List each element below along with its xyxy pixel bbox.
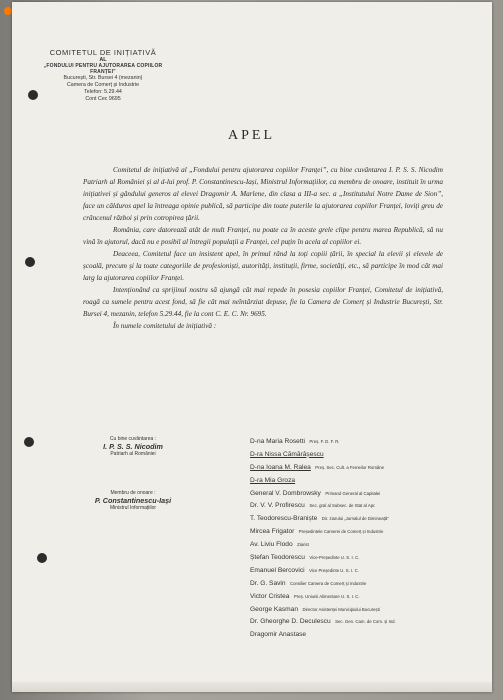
member-title: Sec. Gen. Cam. de Com. și Ind. [335,619,396,625]
member-name: D-na Ioana M. Ralea [250,463,311,471]
member-title: Președintele Camerei de Comerț și Industrie [298,529,384,535]
member-row [250,433,480,446]
member-name: Emanuel Bercovici [250,566,305,574]
signatory-patriarch: Cu bine cuvântarea : I. P. S. S. Nicodim Patriarh al României [103,436,163,457]
paragraph: Deaceea, Comitetul face un insistent apel, în primul rând la toți copiii țării, în special la elevii și elevele de școală, precum și la toate categoriile de profesioniști, autorități, instituții, firme, societăți, etc., să participe în mod cât mai larg la ajutorarea copiilor Franței. [83,250,443,282]
paragraph: Intenționând ca sprijinul nostru să ajungă cât mai repede în posesia copiilor Franței, Comitetul de inițiativă, roagă ca sumele pentru acest fond, să fie cât mai neîntârziat depuse, fie la Camera de Comerț și Industrie București, Str. Bursei 4, mezanin, telefon 5.29.44, fie la cont C. E. C. Nr. 9695. [83,286,443,318]
punch-hole [37,553,47,563]
letterhead-fund: „FONDULUI PENTRU AJUTORAREA COPIILOR FRANȚEI” [43,63,163,75]
member-name: Ștefan Teodorescu [250,554,305,562]
member-row [250,626,480,639]
committee-members [250,433,480,639]
member-name: T. Teodorescu-Braniște [250,515,318,523]
member-row [250,536,480,549]
appeal-body [83,164,443,332]
member-name: Dr. Gheorghe D. Deculescu [250,618,331,626]
member-name: Victor Cristea [250,592,290,600]
member-row [250,523,480,536]
punch-hole [25,257,35,267]
letterhead-camera: Camera de Comerț și Industrie [66,82,140,88]
member-title: Ziarist [297,542,309,548]
member-name: D-ra Nissa Cămărășescu [250,450,324,458]
member-row [250,613,480,626]
member-row [250,497,480,510]
member-name: Av. Liviu Flodo [250,541,293,549]
member-row [250,549,480,562]
member-name: D-na Maria Rosetti [250,438,305,445]
member-name: Dr. V. V. Profirescu [250,502,305,510]
member-title: Sec. gral al Subsec. de Stat al Apr. [309,503,376,509]
member-title: Primarul General al Capitalei [325,490,381,496]
member-name: George Kasman [250,605,299,613]
letterhead-al: AL [99,57,107,63]
member-title: Vice Președinte U. S. I. C. [309,567,359,573]
member-row [250,601,480,614]
member-title: Director Asistenței Municipiului București [302,606,380,612]
member-title: Vice-Președinte U. S. I. C. [309,555,360,561]
member-title: Preș. F. D. F. R. [309,439,340,444]
letterhead-org: COMITETUL DE INIȚIATIVĂ [49,48,157,57]
signatory-minister: Membru de onoare : P. Constantinescu-Iași Ministrul Informațiilor [94,490,172,511]
punch-hole [24,437,34,447]
letterhead-phone: Telefon: 5.29.44 [84,89,122,95]
member-row [250,472,480,485]
paragraph: Comitetul de inițiativă al „Fondului pentru ajutorarea copiilor Franței”, cu bine cuvântarea I. P. S. S. Nicodim Patriarh al României și al d-lui prof. P. Constantinescu-Iași, Ministrul Informațiilor, ca membru de onoare, instituit în urma inițiativei și gândului generos al elevei Dragomir A. Marlene, din clasa a III-a sec. a „Institutului Notre Dame de Sion”, face un călduros apel la întreaga opinie publică, să participe din toate puterile la ajutorarea copiilor Franței, loviți greu de crâncenul război și prin cotropirea țării. [83,166,443,222]
member-title: Preș. Sec. Cult. a Femeilor Române [315,464,385,470]
paragraph: România, care datorează atât de mult Franței, nu poate ca în aceste grele clipe pentru marea Republică, să nu vină în ajutorul, dacă nu e posibil al întregii populații a Franței, cel puțin în acela al copiilor ei. [83,226,443,246]
member-title: Preș. Uniunii Alimentare U. S. I. C. [293,593,360,599]
letterhead-address: București, Str. Bursei 4 (mezanin) [63,75,143,81]
member-name: Mircea Frigator [250,528,295,536]
member-row [250,446,480,459]
letterhead-account: Cont Cec 9695 [85,96,121,102]
member-name: Dragomir Anastase [250,631,307,639]
member-name: D-ra Mia Groza [250,476,296,484]
member-row [250,588,480,601]
member-title: Consilier Camera de Comerț și Industrie [290,580,367,586]
closing-line: În numele comitetului de inițiativă : [113,322,217,330]
member-row [250,510,480,523]
document-title: APEL [228,128,275,143]
member-row [250,485,480,498]
member-row [250,459,480,472]
member-row [250,575,480,588]
member-title: Dir. ziarului „Jurnalul de Dimineață” [321,516,389,522]
member-name: General V. Dombrowsky [250,489,321,497]
letterhead [33,48,173,103]
logo-circle-icon [4,7,12,15]
member-name: Dr. G. Savin [250,579,286,587]
member-row [250,562,480,575]
